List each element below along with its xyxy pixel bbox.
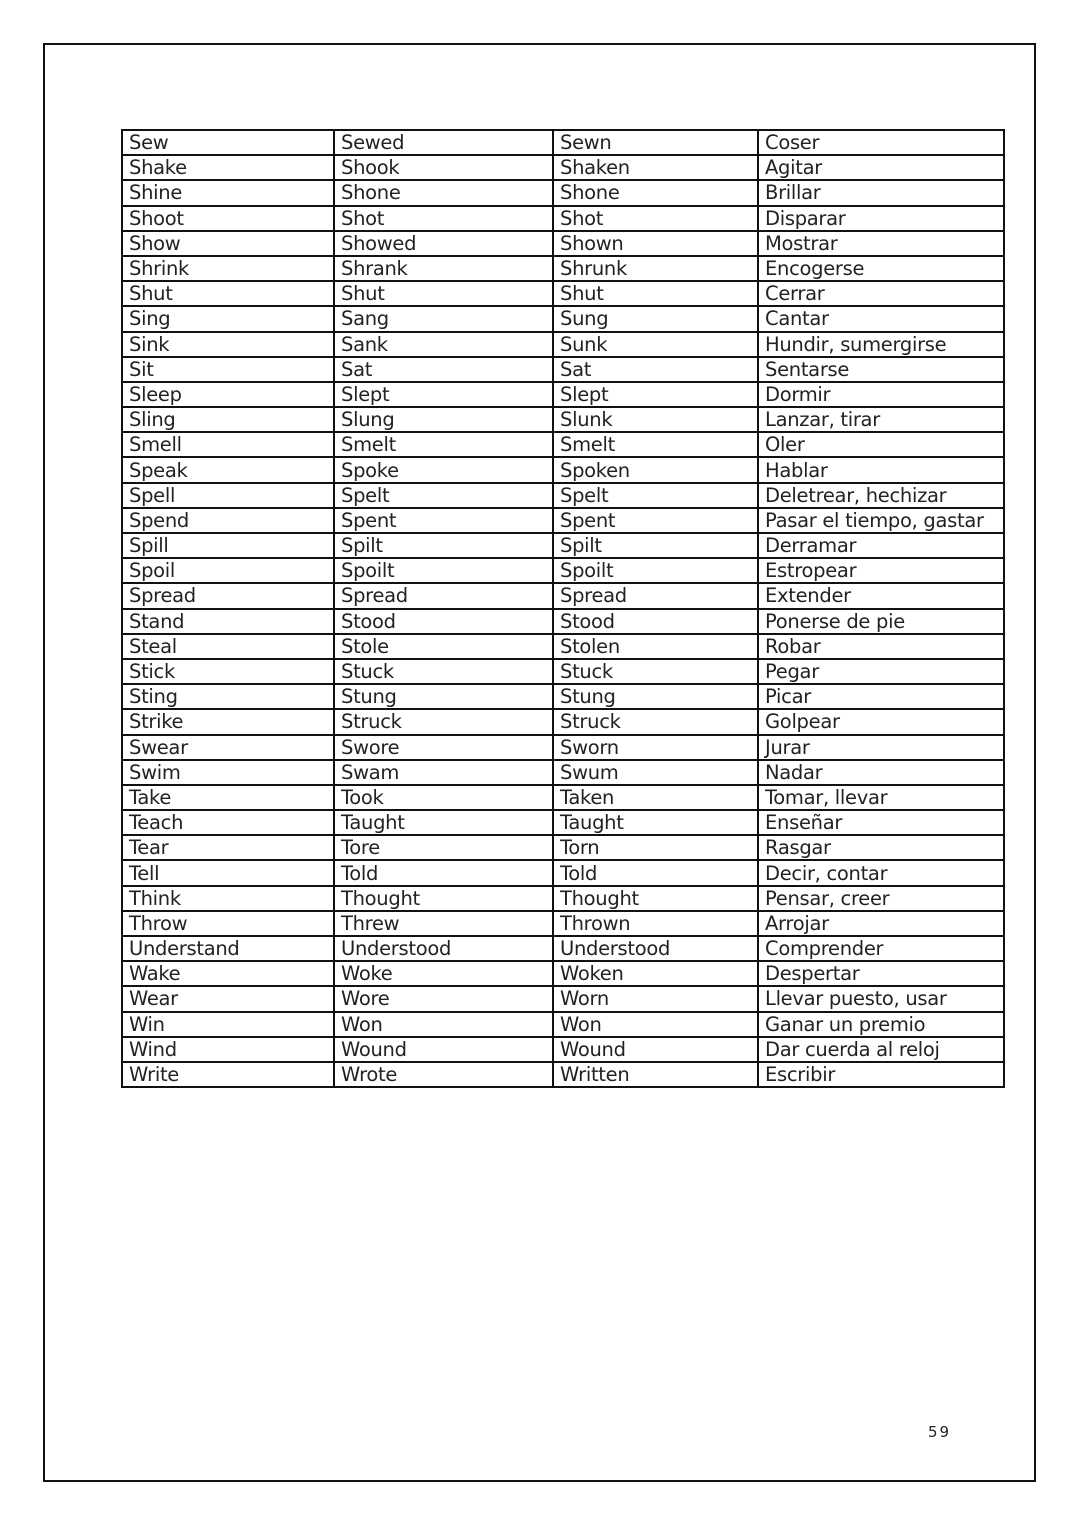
past-participle-cell: Spelt [553,483,758,508]
past-participle-cell: Spread [553,583,758,608]
infinitive-cell: Teach [122,810,334,835]
translation-cell: Agitar [758,155,1004,180]
past-simple-cell: Taught [334,810,553,835]
translation-cell: Hablar [758,457,1004,482]
past-simple-cell: Told [334,860,553,885]
translation-cell: Lanzar, tirar [758,407,1004,432]
translation-cell: Despertar [758,961,1004,986]
past-participle-cell: Spoken [553,457,758,482]
infinitive-cell: Wear [122,986,334,1011]
table-row [122,281,1004,306]
infinitive-cell: Speak [122,457,334,482]
translation-cell: Jurar [758,735,1004,760]
past-simple-cell: Shone [334,180,553,205]
infinitive-cell: Spill [122,533,334,558]
translation-cell: Nadar [758,760,1004,785]
past-simple-cell: Wrote [334,1062,553,1087]
translation-cell: Dormir [758,382,1004,407]
table-row [122,155,1004,180]
past-participle-cell: Shown [553,231,758,256]
past-simple-cell: Wound [334,1037,553,1062]
translation-cell: Derramar [758,533,1004,558]
past-simple-cell: Spilt [334,533,553,558]
infinitive-cell: Sing [122,306,334,331]
infinitive-cell: Wind [122,1037,334,1062]
infinitive-cell: Sling [122,407,334,432]
past-simple-cell: Spoke [334,457,553,482]
table-row [122,986,1004,1011]
translation-cell: Cerrar [758,281,1004,306]
irregular-verbs-table [121,129,1005,1088]
table-row [122,180,1004,205]
table-row [122,357,1004,382]
past-participle-cell: Stood [553,609,758,634]
infinitive-cell: Spell [122,483,334,508]
table-row [122,533,1004,558]
past-simple-cell: Stole [334,634,553,659]
past-participle-cell: Shone [553,180,758,205]
translation-cell: Rasgar [758,835,1004,860]
table-row [122,936,1004,961]
infinitive-cell: Swear [122,735,334,760]
translation-cell: Estropear [758,558,1004,583]
translation-cell: Pasar el tiempo, gastar [758,508,1004,533]
table-row [122,835,1004,860]
infinitive-cell: Sink [122,332,334,357]
past-simple-cell: Smelt [334,432,553,457]
table-row [122,684,1004,709]
past-simple-cell: Shrank [334,256,553,281]
infinitive-cell: Smell [122,432,334,457]
infinitive-cell: Stand [122,609,334,634]
translation-cell: Robar [758,634,1004,659]
past-participle-cell: Told [553,860,758,885]
table-row [122,709,1004,734]
infinitive-cell: Spend [122,508,334,533]
translation-cell: Enseñar [758,810,1004,835]
translation-cell: Pegar [758,659,1004,684]
table-row [122,785,1004,810]
page-number: 59 [928,1423,952,1441]
table-body [122,130,1004,1087]
past-simple-cell: Thought [334,886,553,911]
past-simple-cell: Swam [334,760,553,785]
past-participle-cell: Sunk [553,332,758,357]
past-participle-cell: Taught [553,810,758,835]
past-simple-cell: Showed [334,231,553,256]
translation-cell: Brillar [758,180,1004,205]
past-simple-cell: Stood [334,609,553,634]
table-row [122,130,1004,155]
infinitive-cell: Spoil [122,558,334,583]
infinitive-cell: Strike [122,709,334,734]
table-row [122,382,1004,407]
table-row [122,407,1004,432]
infinitive-cell: Write [122,1062,334,1087]
past-simple-cell: Wore [334,986,553,1011]
infinitive-cell: Sit [122,357,334,382]
past-participle-cell: Sung [553,306,758,331]
past-participle-cell: Taken [553,785,758,810]
past-participle-cell: Shaken [553,155,758,180]
past-participle-cell: Sworn [553,735,758,760]
translation-cell: Coser [758,130,1004,155]
infinitive-cell: Tell [122,860,334,885]
past-participle-cell: Swum [553,760,758,785]
past-simple-cell: Won [334,1012,553,1037]
table-row [122,332,1004,357]
table-row [122,231,1004,256]
translation-cell: Oler [758,432,1004,457]
past-simple-cell: Swore [334,735,553,760]
translation-cell: Llevar puesto, usar [758,986,1004,1011]
table-row [122,810,1004,835]
past-participle-cell: Stung [553,684,758,709]
past-simple-cell: Sewed [334,130,553,155]
translation-cell: Sentarse [758,357,1004,382]
infinitive-cell: Show [122,231,334,256]
translation-cell: Disparar [758,206,1004,231]
past-participle-cell: Torn [553,835,758,860]
past-participle-cell: Shot [553,206,758,231]
infinitive-cell: Sting [122,684,334,709]
translation-cell: Hundir, sumergirse [758,332,1004,357]
table-row [122,760,1004,785]
past-participle-cell: Understood [553,936,758,961]
past-participle-cell: Stolen [553,634,758,659]
infinitive-cell: Take [122,785,334,810]
infinitive-cell: Think [122,886,334,911]
past-simple-cell: Spread [334,583,553,608]
table-row [122,659,1004,684]
past-simple-cell: Spoilt [334,558,553,583]
past-simple-cell: Struck [334,709,553,734]
past-simple-cell: Sank [334,332,553,357]
translation-cell: Comprender [758,936,1004,961]
translation-cell: Mostrar [758,231,1004,256]
past-simple-cell: Slung [334,407,553,432]
table-row [122,1062,1004,1087]
past-participle-cell: Stuck [553,659,758,684]
past-simple-cell: Stuck [334,659,553,684]
table-row [122,457,1004,482]
table-row [122,961,1004,986]
past-participle-cell: Worn [553,986,758,1011]
table-row [122,1012,1004,1037]
infinitive-cell: Shake [122,155,334,180]
past-simple-cell: Shot [334,206,553,231]
past-simple-cell: Shook [334,155,553,180]
infinitive-cell: Throw [122,911,334,936]
table-row [122,306,1004,331]
past-simple-cell: Woke [334,961,553,986]
infinitive-cell: Stick [122,659,334,684]
infinitive-cell: Shoot [122,206,334,231]
past-participle-cell: Sat [553,357,758,382]
past-participle-cell: Woken [553,961,758,986]
past-participle-cell: Shrunk [553,256,758,281]
past-participle-cell: Thrown [553,911,758,936]
translation-cell: Cantar [758,306,1004,331]
table-row [122,558,1004,583]
past-participle-cell: Spilt [553,533,758,558]
infinitive-cell: Understand [122,936,334,961]
infinitive-cell: Shrink [122,256,334,281]
table-row [122,508,1004,533]
translation-cell: Ganar un premio [758,1012,1004,1037]
table-row [122,609,1004,634]
past-participle-cell: Slept [553,382,758,407]
table-row [122,483,1004,508]
table-row [122,206,1004,231]
table-row [122,432,1004,457]
translation-cell: Ponerse de pie [758,609,1004,634]
past-participle-cell: Shut [553,281,758,306]
past-simple-cell: Sang [334,306,553,331]
past-simple-cell: Slept [334,382,553,407]
past-participle-cell: Won [553,1012,758,1037]
past-simple-cell: Tore [334,835,553,860]
translation-cell: Dar cuerda al reloj [758,1037,1004,1062]
infinitive-cell: Win [122,1012,334,1037]
infinitive-cell: Tear [122,835,334,860]
translation-cell: Extender [758,583,1004,608]
translation-cell: Decir, contar [758,860,1004,885]
infinitive-cell: Wake [122,961,334,986]
past-participle-cell: Thought [553,886,758,911]
past-participle-cell: Slunk [553,407,758,432]
past-simple-cell: Sat [334,357,553,382]
translation-cell: Tomar, llevar [758,785,1004,810]
translation-cell: Pensar, creer [758,886,1004,911]
table-row [122,256,1004,281]
table-row [122,886,1004,911]
table-row [122,583,1004,608]
infinitive-cell: Shut [122,281,334,306]
past-simple-cell: Stung [334,684,553,709]
infinitive-cell: Sleep [122,382,334,407]
past-simple-cell: Spent [334,508,553,533]
table-row [122,911,1004,936]
past-simple-cell: Spelt [334,483,553,508]
translation-cell: Deletrear, hechizar [758,483,1004,508]
past-simple-cell: Understood [334,936,553,961]
translation-cell: Arrojar [758,911,1004,936]
past-simple-cell: Threw [334,911,553,936]
past-participle-cell: Wound [553,1037,758,1062]
table-row [122,860,1004,885]
translation-cell: Golpear [758,709,1004,734]
table-row [122,634,1004,659]
past-participle-cell: Spoilt [553,558,758,583]
past-participle-cell: Sewn [553,130,758,155]
past-participle-cell: Struck [553,709,758,734]
translation-cell: Escribir [758,1062,1004,1087]
infinitive-cell: Swim [122,760,334,785]
infinitive-cell: Steal [122,634,334,659]
table-row [122,735,1004,760]
translation-cell: Picar [758,684,1004,709]
past-participle-cell: Written [553,1062,758,1087]
infinitive-cell: Shine [122,180,334,205]
infinitive-cell: Sew [122,130,334,155]
translation-cell: Encogerse [758,256,1004,281]
past-participle-cell: Smelt [553,432,758,457]
past-simple-cell: Shut [334,281,553,306]
past-participle-cell: Spent [553,508,758,533]
past-simple-cell: Took [334,785,553,810]
infinitive-cell: Spread [122,583,334,608]
table-row [122,1037,1004,1062]
